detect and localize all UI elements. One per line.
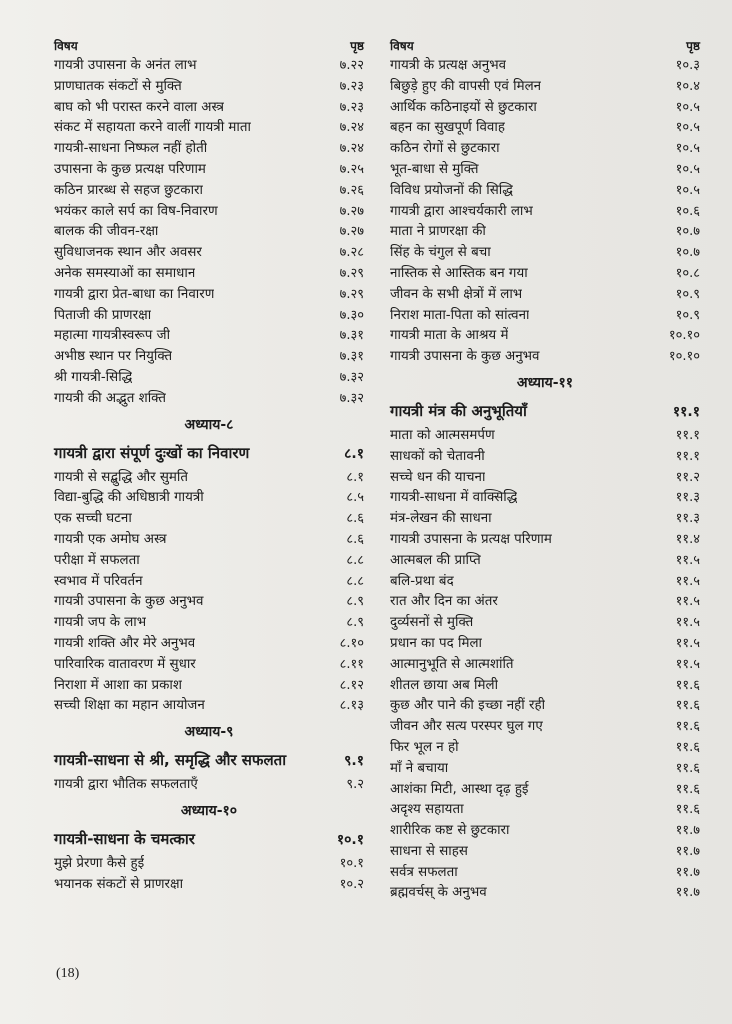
column-header bbox=[390, 36, 700, 56]
entry-title: बलि-प्रथा बंद bbox=[390, 573, 454, 589]
entry-title: अभीष्ठ स्थान पर नियुक्ति bbox=[54, 349, 173, 365]
toc-entry[interactable] bbox=[54, 509, 364, 530]
entry-page: ११.७ bbox=[675, 885, 700, 901]
entry-title: सच्ची शिक्षा का महान आयोजन bbox=[54, 698, 205, 714]
entry-title: माता ने प्राणरक्षा की bbox=[390, 224, 486, 240]
toc-entry[interactable] bbox=[54, 368, 364, 389]
entry-page: ८.१३ bbox=[339, 698, 364, 714]
entry-page: १०.६ bbox=[675, 203, 700, 219]
entry-title: रात और दिन का अंतर bbox=[390, 594, 498, 610]
entry-page: १०.५ bbox=[675, 120, 700, 136]
toc-entry[interactable] bbox=[390, 509, 700, 530]
entry-page: ११.६ bbox=[675, 698, 700, 714]
entry-title: श्री गायत्री-सिद्धि bbox=[54, 369, 133, 385]
toc-entry[interactable] bbox=[390, 676, 700, 697]
entry-title: गायत्री की अद्भुत शक्ति bbox=[54, 390, 166, 406]
entry-page: १०.१ bbox=[339, 855, 364, 871]
entry-page: १०.३ bbox=[675, 58, 700, 73]
entry-page: ११.६ bbox=[675, 739, 700, 755]
entry-page: ११.५ bbox=[675, 615, 700, 631]
entry-page: ८.९ bbox=[346, 615, 364, 631]
toc-entry[interactable] bbox=[390, 306, 700, 327]
entry-page: ९.२ bbox=[346, 777, 364, 793]
toc-entry[interactable] bbox=[54, 676, 364, 697]
entry-page: ११.५ bbox=[675, 594, 700, 610]
entry-title: दुर्व्यसनों से मुक्ति bbox=[390, 615, 474, 631]
entry-page: ११.६ bbox=[675, 719, 700, 735]
toc-entry[interactable] bbox=[390, 202, 700, 223]
entry-page: १०.९ bbox=[675, 307, 700, 323]
toc-entry[interactable] bbox=[54, 285, 364, 306]
toc-entry[interactable] bbox=[54, 530, 364, 551]
entry-page: ७.२७ bbox=[339, 224, 364, 240]
entry-title: आत्मबल की प्राप्ति bbox=[390, 552, 481, 568]
entry-page: ७.२२ bbox=[339, 58, 364, 73]
entry-page: ११.५ bbox=[675, 552, 700, 568]
entry-title: प्राणघातक संकटों से मुक्ति bbox=[54, 78, 182, 94]
toc-entry[interactable] bbox=[54, 118, 364, 139]
toc-entry[interactable] bbox=[390, 780, 700, 801]
entry-page: ११.७ bbox=[675, 864, 700, 880]
entry-page: ७.२६ bbox=[339, 182, 364, 198]
entry-page: १०.२ bbox=[339, 876, 364, 892]
toc-entry[interactable] bbox=[54, 655, 364, 676]
toc-list-chapter-9 bbox=[54, 775, 364, 796]
entry-title: ब्रह्मवर्चस् के अनुभव bbox=[390, 885, 487, 901]
section-page: १०.१ bbox=[336, 831, 364, 848]
entry-page: १०.५ bbox=[675, 182, 700, 198]
left-column bbox=[54, 36, 364, 896]
entry-title: गायत्री के प्रत्यक्ष अनुभव bbox=[390, 58, 507, 73]
entry-page: ७.२९ bbox=[339, 265, 364, 281]
entry-page: ११.३ bbox=[675, 511, 700, 527]
toc-entry[interactable] bbox=[54, 468, 364, 489]
entry-page: ७.३१ bbox=[339, 349, 364, 365]
toc-entry[interactable] bbox=[54, 202, 364, 223]
toc-list-chapter-11 bbox=[390, 426, 700, 904]
entry-title: विविध प्रयोजनों की सिद्धि bbox=[390, 182, 513, 198]
page-heading: पृष्ठ bbox=[686, 39, 700, 53]
entry-title: कठिन प्रारब्ध से सहज छुटकारा bbox=[54, 182, 203, 198]
entry-page: ११.५ bbox=[675, 573, 700, 589]
entry-title: जीवन और सत्य परस्पर घुल गए bbox=[390, 719, 543, 735]
entry-title: गायत्री उपासना के कुछ अनुभव bbox=[54, 594, 204, 610]
entry-title: नास्तिक से आस्तिक बन गया bbox=[390, 265, 528, 281]
entry-page: १०.१० bbox=[668, 328, 700, 344]
entry-page: ७.२७ bbox=[339, 203, 364, 219]
entry-page: ७.३२ bbox=[339, 390, 364, 406]
toc-entry[interactable] bbox=[54, 875, 364, 896]
toc-entry[interactable] bbox=[54, 160, 364, 181]
toc-entry[interactable] bbox=[390, 800, 700, 821]
entry-page: ७.३१ bbox=[339, 328, 364, 344]
entry-title: अदृश्य सहायता bbox=[390, 802, 464, 818]
entry-page: ८.१२ bbox=[339, 677, 364, 693]
entry-page: १०.५ bbox=[675, 141, 700, 157]
entry-title: माँ ने बचाया bbox=[390, 760, 449, 776]
entry-title: सुविधाजनक स्थान और अवसर bbox=[54, 245, 202, 261]
page-number: (18) bbox=[56, 966, 80, 981]
section-title: गायत्री-साधना से श्री, समृद्धि और सफलता bbox=[54, 751, 287, 770]
entry-title: संकट में सहायता करने वालीं गायत्री माता bbox=[54, 120, 251, 136]
toc-entry[interactable] bbox=[54, 634, 364, 655]
chapter-9-section-title[interactable] bbox=[54, 745, 364, 775]
toc-entry[interactable] bbox=[390, 426, 700, 447]
right-column bbox=[390, 36, 700, 904]
entry-title: निराश माता-पिता को सांत्वना bbox=[390, 307, 530, 323]
toc-entry[interactable] bbox=[390, 717, 700, 738]
toc-entry[interactable] bbox=[390, 264, 700, 285]
entry-page: ११.३ bbox=[675, 490, 700, 506]
entry-title: गायत्री द्वारा प्रेत-बाधा का निवारण bbox=[54, 286, 215, 302]
toc-entry[interactable] bbox=[390, 613, 700, 634]
toc-entry[interactable] bbox=[390, 696, 700, 717]
toc-entry[interactable] bbox=[390, 863, 700, 884]
entry-page: ११.१ bbox=[675, 427, 700, 443]
entry-title: बाघ को भी परास्त करने वाला अस्त्र bbox=[54, 99, 225, 115]
entry-page: ८.८ bbox=[346, 552, 364, 568]
toc-entry[interactable] bbox=[54, 854, 364, 875]
entry-page: ७.२९ bbox=[339, 286, 364, 302]
toc-entry[interactable] bbox=[390, 118, 700, 139]
entry-title: सच्चे धन की याचना bbox=[390, 469, 486, 485]
toc-entry[interactable] bbox=[390, 655, 700, 676]
entry-page: ८.१ bbox=[346, 469, 364, 485]
toc-entry[interactable] bbox=[54, 306, 364, 327]
toc-entry[interactable] bbox=[390, 738, 700, 759]
entry-page: ७.२८ bbox=[339, 245, 364, 261]
entry-title: उपासना के कुछ प्रत्यक्ष परिणाम bbox=[54, 161, 206, 177]
entry-title: गायत्री द्वारा आश्चर्यकारी लाभ bbox=[390, 203, 533, 219]
section-page: ९.१ bbox=[344, 753, 364, 770]
entry-title: शारीरिक कष्ट से छुटकारा bbox=[390, 823, 510, 839]
entry-page: १०.८ bbox=[675, 265, 700, 281]
entry-page: ११.४ bbox=[675, 531, 700, 547]
section-page: ११.१ bbox=[672, 403, 700, 420]
toc-entry[interactable] bbox=[390, 347, 700, 368]
entry-page: १०.५ bbox=[675, 99, 700, 115]
entry-title: गायत्री से सद्बुद्धि और सुमति bbox=[54, 469, 189, 485]
toc-entry[interactable] bbox=[390, 222, 700, 243]
toc-entry[interactable] bbox=[390, 160, 700, 181]
toc-entry[interactable] bbox=[390, 468, 700, 489]
entry-title: पिताजी की प्राणरक्षा bbox=[54, 307, 152, 323]
toc-entry[interactable] bbox=[54, 592, 364, 613]
entry-page: ७.२३ bbox=[339, 78, 364, 94]
entry-page: ७.३० bbox=[339, 307, 364, 323]
entry-title: विद्या-बुद्धि की अधिष्ठात्री गायत्री bbox=[54, 490, 204, 506]
entry-title: फिर भूल न हो bbox=[390, 739, 459, 755]
toc-entry[interactable] bbox=[390, 842, 700, 863]
column-header bbox=[54, 36, 364, 56]
entry-page: १०.४ bbox=[675, 78, 700, 94]
toc-entry[interactable] bbox=[390, 243, 700, 264]
entry-title: गायत्री एक अमोघ अस्त्र bbox=[54, 531, 167, 547]
entry-title: गायत्री शक्ति और मेरे अनुभव bbox=[54, 635, 196, 651]
subject-heading: विषय bbox=[390, 39, 414, 53]
entry-title: गायत्री-साधना में वाक्सिद्धि bbox=[390, 490, 518, 506]
toc-entry[interactable] bbox=[390, 488, 700, 509]
entry-page: ११.५ bbox=[675, 656, 700, 672]
entry-title: निराशा में आशा का प्रकाश bbox=[54, 677, 182, 693]
toc-list-chapter-8 bbox=[54, 468, 364, 718]
toc-entry[interactable] bbox=[390, 634, 700, 655]
entry-page: १०.१० bbox=[668, 349, 700, 365]
entry-title: साधकों को चेतावनी bbox=[390, 448, 485, 464]
chapter-9-heading: अध्याय-९ bbox=[184, 724, 234, 741]
toc-entry[interactable] bbox=[390, 821, 700, 842]
toc-entry[interactable] bbox=[54, 551, 364, 572]
entry-title: एक सच्ची घटना bbox=[54, 511, 132, 527]
entry-page: ११.७ bbox=[675, 843, 700, 859]
entry-page: ११.२ bbox=[675, 469, 700, 485]
entry-title: महात्मा गायत्रीस्वरूप जी bbox=[54, 328, 171, 344]
toc-entry[interactable] bbox=[390, 447, 700, 468]
entry-page: १०.७ bbox=[675, 224, 700, 240]
toc-entry[interactable] bbox=[390, 56, 700, 77]
entry-title: गायत्री जप के लाभ bbox=[54, 615, 147, 631]
section-page: ८.१ bbox=[344, 445, 364, 462]
entry-title: पारिवारिक वातावरण में सुधार bbox=[54, 656, 196, 672]
entry-title: साधना से साहस bbox=[390, 843, 468, 859]
toc-entry[interactable] bbox=[54, 139, 364, 160]
entry-title: परीक्षा में सफलता bbox=[54, 552, 140, 568]
toc-entry[interactable] bbox=[54, 56, 364, 77]
toc-entry[interactable] bbox=[54, 98, 364, 119]
toc-entry[interactable] bbox=[54, 222, 364, 243]
chapter-8-section-title[interactable] bbox=[54, 438, 364, 468]
entry-page: ८.५ bbox=[346, 490, 364, 506]
entry-title: प्रधान का पद मिला bbox=[390, 635, 483, 651]
entry-page: ८.८ bbox=[346, 573, 364, 589]
entry-page: ११.६ bbox=[675, 802, 700, 818]
entry-page: ७.३२ bbox=[339, 369, 364, 385]
chapter-10-section-title[interactable] bbox=[54, 824, 364, 854]
entry-page: १०.९ bbox=[675, 286, 700, 302]
toc-entry[interactable] bbox=[54, 264, 364, 285]
entry-title: गायत्री माता के आश्रय में bbox=[390, 328, 509, 344]
entry-page: ११.६ bbox=[675, 760, 700, 776]
entry-title: कुछ और पाने की इच्छा नहीं रही bbox=[390, 698, 546, 714]
entry-page: ११.६ bbox=[675, 677, 700, 693]
section-title: गायत्री-साधना के चमत्कार bbox=[54, 829, 195, 848]
toc-entry[interactable] bbox=[390, 77, 700, 98]
toc-list-chapter-10 bbox=[54, 854, 364, 896]
entry-title: बिछुड़े हुए की वापसी एवं मिलन bbox=[390, 78, 542, 94]
entry-title: अनेक समस्याओं का समाधान bbox=[54, 265, 196, 281]
entry-title: गायत्री उपासना के अनंत लाभ bbox=[54, 58, 197, 73]
entry-page: ८.९ bbox=[346, 594, 364, 610]
entry-page: ८.११ bbox=[339, 656, 364, 672]
entry-title: मुझे प्रेरणा कैसे हुई bbox=[54, 855, 145, 871]
entry-title: कठिन रोगों से छुटकारा bbox=[390, 141, 500, 157]
entry-page: ८.६ bbox=[346, 511, 364, 527]
toc-list-right-a bbox=[390, 56, 700, 368]
toc-entry[interactable] bbox=[54, 613, 364, 634]
toc-entry[interactable] bbox=[54, 77, 364, 98]
entry-title: मंत्र-लेखन की साधना bbox=[390, 511, 492, 527]
chapter-11-heading: अध्याय-११ bbox=[516, 374, 574, 391]
section-title: गायत्री द्वारा संपूर्ण दुःखों का निवारण bbox=[54, 443, 250, 462]
toc-entry[interactable] bbox=[390, 592, 700, 613]
toc-entry[interactable] bbox=[390, 551, 700, 572]
entry-title: माता को आत्मसमर्पण bbox=[390, 427, 495, 443]
chapter-10-heading: अध्याय-१० bbox=[180, 802, 238, 819]
entry-title: आशंका मिटी, आस्था दृढ़ हुई bbox=[390, 781, 529, 797]
entry-title: भयानक संकटों से प्राणरक्षा bbox=[54, 876, 184, 892]
entry-title: भयंकर काले सर्प का विष-निवारण bbox=[54, 203, 218, 219]
entry-page: ७.२४ bbox=[339, 141, 364, 157]
entry-title: सिंह के चंगुल से बचा bbox=[390, 245, 491, 261]
entry-page: ११.१ bbox=[675, 448, 700, 464]
entry-title: आर्थिक कठिनाइयों से छुटकारा bbox=[390, 99, 537, 115]
entry-page: १०.५ bbox=[675, 161, 700, 177]
section-title: गायत्री मंत्र की अनुभूतियाँ bbox=[390, 401, 527, 420]
entry-title: स्वभाव में परिवर्तन bbox=[54, 573, 143, 589]
toc-entry[interactable] bbox=[390, 98, 700, 119]
entry-page: ११.७ bbox=[675, 823, 700, 839]
toc-entry[interactable] bbox=[390, 326, 700, 347]
entry-title: गायत्री उपासना के प्रत्यक्ष परिणाम bbox=[390, 531, 552, 547]
entry-page: ८.६ bbox=[346, 531, 364, 547]
toc-entry[interactable] bbox=[390, 285, 700, 306]
entry-title: सर्वत्र सफलता bbox=[390, 864, 458, 880]
entry-page: ७.२४ bbox=[339, 120, 364, 136]
toc-entry[interactable] bbox=[390, 530, 700, 551]
entry-title: गायत्री-साधना निष्फल नहीं होती bbox=[54, 141, 208, 157]
entry-title: बहन का सुखपूर्ण विवाह bbox=[390, 120, 505, 136]
entry-page: १०.७ bbox=[675, 245, 700, 261]
entry-page: ११.५ bbox=[675, 635, 700, 651]
entry-page: ११.६ bbox=[675, 781, 700, 797]
toc-list-left-a bbox=[54, 56, 364, 410]
toc-entry[interactable] bbox=[54, 572, 364, 593]
toc-entry[interactable] bbox=[54, 488, 364, 509]
subject-heading: विषय bbox=[54, 39, 78, 53]
chapter-8-heading: अध्याय-८ bbox=[184, 416, 234, 433]
toc-entry[interactable] bbox=[390, 759, 700, 780]
toc-entry[interactable] bbox=[54, 243, 364, 264]
entry-title: आत्मानुभूति से आत्मशांति bbox=[390, 656, 514, 672]
toc-entry[interactable] bbox=[54, 389, 364, 410]
entry-page: ७.२५ bbox=[339, 161, 364, 177]
entry-title: भूत-बाधा से मुक्ति bbox=[390, 161, 479, 177]
entry-title: जीवन के सभी क्षेत्रों में लाभ bbox=[390, 286, 523, 302]
entry-title: बालक की जीवन-रक्षा bbox=[54, 224, 159, 240]
entry-page: ७.२३ bbox=[339, 99, 364, 115]
toc-entry[interactable] bbox=[54, 347, 364, 368]
entry-title: गायत्री उपासना के कुछ अनुभव bbox=[390, 349, 540, 365]
toc-entry[interactable] bbox=[54, 326, 364, 347]
toc-entry[interactable] bbox=[390, 181, 700, 202]
toc-entry[interactable] bbox=[54, 181, 364, 202]
page-heading: पृष्ठ bbox=[350, 39, 364, 53]
toc-entry[interactable] bbox=[54, 696, 364, 717]
toc-entry[interactable] bbox=[390, 883, 700, 904]
toc-entry[interactable] bbox=[54, 775, 364, 796]
toc-entry[interactable] bbox=[390, 139, 700, 160]
chapter-11-section-title[interactable] bbox=[390, 396, 700, 426]
toc-entry[interactable] bbox=[390, 572, 700, 593]
entry-title: शीतल छाया अब मिली bbox=[390, 677, 499, 693]
entry-title: गायत्री द्वारा भौतिक सफलताएँ bbox=[54, 777, 198, 793]
entry-page: ८.१० bbox=[339, 635, 364, 651]
